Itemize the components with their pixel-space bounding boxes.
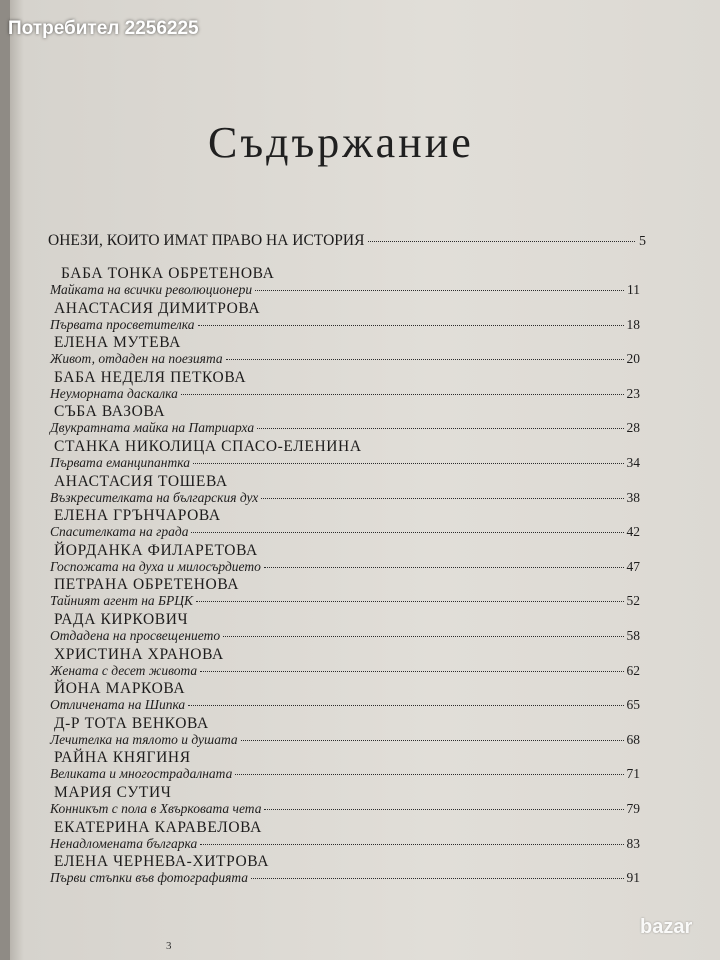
toc-entry-name: АНАСТАСИЯ ДИМИТРОВА <box>54 299 261 317</box>
toc-entry-subtitle: Първата просветителка <box>50 316 195 332</box>
toc-entry-page: 71 <box>626 766 640 782</box>
dot-leader <box>264 567 624 568</box>
user-watermark: Потребител 2256225 <box>8 18 199 39</box>
toc-entry-row <box>50 282 640 298</box>
dot-leader <box>264 809 623 810</box>
toc-entry-subtitle: Жената с десет живота <box>50 662 198 678</box>
toc-entry-row <box>50 317 640 333</box>
toc-entry-row <box>50 732 640 748</box>
toc-entry-name: СТАНКА НИКОЛИЦА СПАСО-ЕЛЕНИНА <box>54 438 362 455</box>
toc-intro-text: ОНЕЗИ, КОИТО ИМАТ ПРАВО НА ИСТОРИЯ <box>48 232 365 249</box>
toc-entry-subtitle: Лечителка на тялото и душата <box>50 731 238 747</box>
toc-entry-page: 65 <box>626 697 640 713</box>
toc-entry-subtitle: Тайният агент на БРЦК <box>50 593 193 609</box>
toc-entry-row <box>50 870 640 886</box>
toc-entry-page: 20 <box>626 351 640 367</box>
toc-entry-name: ЙОРДАНКА ФИЛАРЕТОВА <box>54 541 258 559</box>
toc-entry-name: АНАСТАСИЯ ТОШЕВА <box>54 472 228 490</box>
toc-entry-row <box>50 801 640 817</box>
toc-entry-page: 83 <box>626 835 640 851</box>
toc-entry-row <box>50 559 640 575</box>
dot-leader <box>188 705 623 706</box>
toc-entry-page: 58 <box>626 628 640 643</box>
toc-entry-subtitle: Отдадена на просвещението <box>50 628 221 643</box>
toc-entry-page: 62 <box>626 662 640 678</box>
toc-entry-page: 23 <box>626 385 640 401</box>
dot-leader <box>193 463 624 464</box>
toc-entry-row <box>50 351 640 367</box>
toc-entry-subtitle: Първата еманципантка <box>50 455 190 470</box>
dot-leader <box>196 601 624 602</box>
toc-entry-subtitle: Великата и многострадалната <box>50 766 233 782</box>
dot-leader <box>181 394 624 395</box>
toc-entry-page: 18 <box>626 316 640 332</box>
dot-leader <box>255 290 624 291</box>
toc-entry-subtitle: Двукратната майка на Патриарха <box>50 420 255 436</box>
toc-entry-subtitle: Първи стъпки във фотографията <box>50 870 249 886</box>
toc-intro-row <box>48 232 646 250</box>
toc-entry-subtitle: Възкресителката на българския дух <box>50 489 259 505</box>
toc-entry-row <box>50 628 640 644</box>
toc-entry-name: РАЙНА КНЯГИНЯ <box>54 749 191 767</box>
dot-leader <box>235 774 623 775</box>
toc-entry-row <box>50 836 640 852</box>
dot-leader <box>200 671 623 672</box>
page-footer-mark: 3 <box>166 940 172 952</box>
dot-leader <box>191 532 623 533</box>
toc-entry-name: ЕКАТЕРИНА КАРАВЕЛОВА <box>54 818 262 836</box>
toc-intro-page: 5 <box>639 234 646 249</box>
toc-entry-subtitle: Спасителката на града <box>50 524 189 540</box>
toc-entry-page: 52 <box>626 593 640 609</box>
toc-entry-name: ХРИСТИНА ХРАНОВА <box>54 645 224 663</box>
toc-entry-row <box>50 697 640 713</box>
dot-leader <box>241 740 624 741</box>
marketplace-logo: bazar <box>640 916 693 938</box>
dot-leader <box>251 878 623 879</box>
toc-entry-page: 28 <box>626 420 640 436</box>
toc-entry-row <box>50 593 640 609</box>
toc-entry-page: 38 <box>626 489 640 505</box>
dot-leader <box>226 359 624 360</box>
toc-entry-name: БАБА НЕДЕЛЯ ПЕТКОВА <box>54 368 247 386</box>
toc-entry-name: БАБА ТОНКА ОБРЕТЕНОВА <box>61 265 275 282</box>
toc-entry-subtitle: Майката на всички революционери <box>50 282 253 297</box>
page-title: Съдържание <box>208 118 474 168</box>
toc-entry-name: РАДА КИРКОВИЧ <box>54 611 189 628</box>
toc-entry-name: ЕЛЕНА ЧЕРНЕВА-ХИТРОВА <box>54 853 270 871</box>
toc-entry-name: ПЕТРАНА ОБРЕТЕНОВА <box>54 576 240 594</box>
toc-entry-subtitle: Конникът с пола в Хвърковата чета <box>50 801 262 816</box>
toc-entry-name: ЕЛЕНА МУТЕВА <box>54 334 181 352</box>
book-page <box>10 0 720 960</box>
toc-entry-page: 68 <box>626 731 640 747</box>
book-spine-shadow <box>0 0 10 960</box>
dot-leader <box>223 636 623 637</box>
toc-entry-page: 42 <box>626 524 640 540</box>
toc-entry-name: ЕЛЕНА ГРЪНЧАРОВА <box>54 507 221 525</box>
toc-entry-row <box>50 420 640 436</box>
toc-entry-row <box>50 490 640 506</box>
toc-entry-subtitle: Неуморната даскалка <box>50 385 178 401</box>
toc-entry-row <box>50 663 640 679</box>
toc-entry-row <box>50 766 640 782</box>
toc-entry-name: ЙОНА МАРКОВА <box>54 680 186 698</box>
toc-entry-row <box>50 524 640 540</box>
dot-leader <box>198 325 624 326</box>
dot-leader <box>200 844 623 845</box>
toc-entry-name: МАРИЯ СУТИЧ <box>54 784 172 801</box>
toc-entry-page: 47 <box>626 558 640 574</box>
toc-entry-page: 79 <box>626 801 640 816</box>
toc-entry-subtitle: Живот, отдаден на поезията <box>50 351 223 367</box>
toc-entry-row <box>50 386 640 402</box>
toc-entry-name: Д-Р ТОТА ВЕНКОВА <box>54 714 209 732</box>
toc-entry-subtitle: Ненадломената българка <box>50 835 198 851</box>
dot-leader <box>261 498 623 499</box>
toc-entry-page: 34 <box>626 455 640 470</box>
toc-entry-page: 11 <box>627 282 640 297</box>
dot-leader <box>257 428 623 429</box>
toc-entry-subtitle: Госпожата на духа и милосърдието <box>50 558 261 574</box>
toc-entry-subtitle: Отличената на Шипка <box>50 697 186 713</box>
toc-entry-page: 91 <box>626 870 640 886</box>
toc-entry-name: СЪБА ВАЗОВА <box>54 403 166 421</box>
toc-entry-row <box>50 455 640 471</box>
dot-leader <box>368 241 635 242</box>
